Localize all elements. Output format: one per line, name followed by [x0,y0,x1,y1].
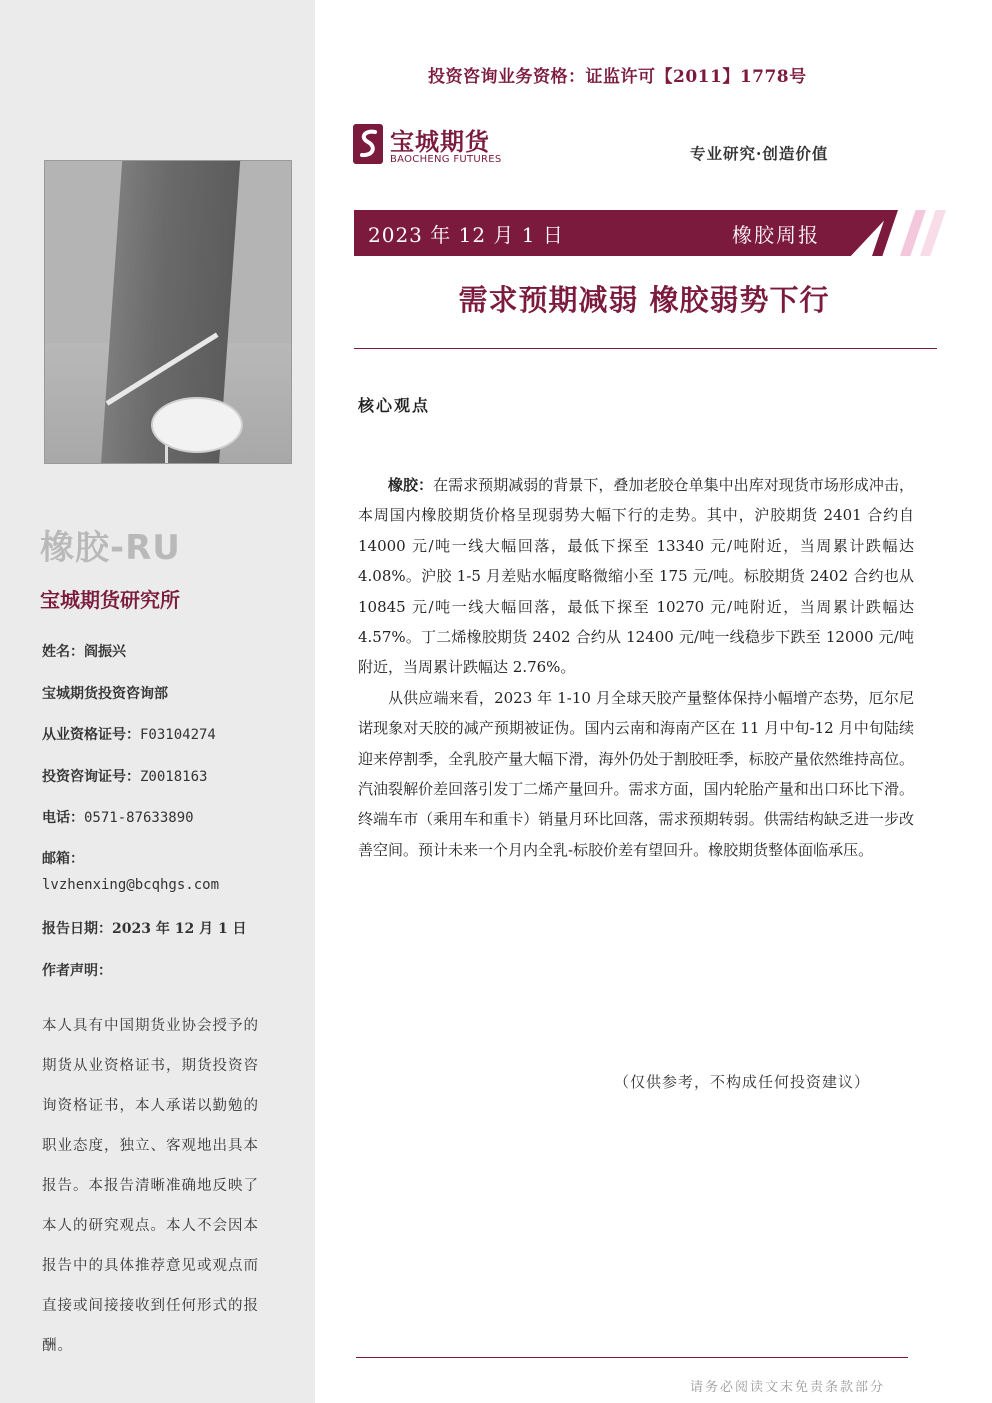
institute-name: 宝城期货研究所 [40,588,180,612]
logo-english: BAOCHENG FUTURES [390,154,502,165]
logo-chinese: 宝城期货 [390,127,490,156]
report-type: 橡胶周报 [732,223,820,247]
photo-latex-cup [151,397,243,453]
headline: 需求预期减弱 橡胶弱势下行 [458,283,830,317]
logo-mark-icon [352,122,386,168]
slogan: 专业研究·创造价值 [690,144,829,163]
core-view-title: 核心观点 [358,396,431,415]
info-analyst: 姓名：阎振兴 [42,644,126,660]
info-email-label: 邮箱： [42,851,84,867]
info-statement-label: 作者声明： [42,963,112,979]
report-date: 2023 年 12 月 1 日 [368,223,564,247]
qualification-line: 投资咨询业务资格：证监许可【2011】1778号 [428,67,807,87]
author-statement: 本人具有中国期货业协会授予的期货从业资格证书，期货投资咨询资格证书，本人承诺以勤勉的职业态度，独立、客观地出具本报告。本报告清晰准确地反映了本人的研究观点。本人不会因本报告中的具体推荐意见或观点而直接或间接接收到任何形式的报酬。 [42,1018,259,1354]
banner-stripe-lighter [920,210,946,256]
investment-disclaimer: （仅供参考，不构成任何投资建议） [614,1073,871,1091]
core-view-body [358,470,914,865]
sidebar [0,0,315,1403]
info-department: 宝城期货投资咨询部 [42,686,168,702]
footer-notice: 请务必阅读文末免责条款部分 [690,1380,886,1395]
info-email[interactable]: lvzhenxing@bcqhgs.com [42,877,220,893]
info-report-date: 报告日期：2023 年 12 月 1 日 [42,921,247,937]
info-phone: 电话：0571-87633890 [42,810,194,826]
rubber-tree-photo [44,160,292,464]
company-logo [352,122,522,172]
headline-rule [354,348,937,349]
product-code: 橡胶-RU [40,528,181,568]
info-qualification-no: 从业资格证号：F03104274 [42,727,216,743]
footer-rule [356,1357,908,1358]
paragraph-1: 橡胶：在需求预期减弱的背景下，叠加老胶仓单集中出库对现货市场形成冲击，本周国内橡胶期货价格呈现弱势大幅下行的走势。其中，沪胶期货 2401 合约自 14000 元/吨一线大幅回落，最低下探至 13340 元/吨附近，当周累计跌幅达 4.08%。沪胶 1-5 月差贴水幅度略微缩小至 175 元/吨。标胶期货 2402 合约也从 10845 元/吨一线大幅回落，最低下探至 10270 元/吨附近，当周累计跌幅达 4.57%。丁二烯橡胶期货 2402 合约从 12400 元/吨一线稳步下跌至 12000 元/吨附近，当周累计跌幅达 2.76%。 [358,476,914,677]
lead-label: 橡胶： [388,476,434,494]
paragraph-2: 从供应端来看，2023 年 1-10 月全球天胶产量整体保持小幅增产态势，厄尔尼诺现象对天胶的减产预期被证伪。国内云南和海南产区在 11 月中旬-12 月中旬陆续迎来停割季，全乳胶产量大幅下滑，海外仍处于割胶旺季，标胶产量依然维持高位。汽油裂解价差回落引发丁二烯产量回升。需求方面，国内轮胎产量和出口环比下滑。终端车市（乘用车和重卡）销量月环比回落，需求预期转弱。供需结构缺乏进一步改善空间。预计未来一个月内全乳-标胶价差有望回升。橡胶期货整体面临承压。 [358,688,914,859]
banner-stripe-light [900,210,926,256]
info-consult-no: 投资咨询证号：Z0018163 [42,769,208,785]
